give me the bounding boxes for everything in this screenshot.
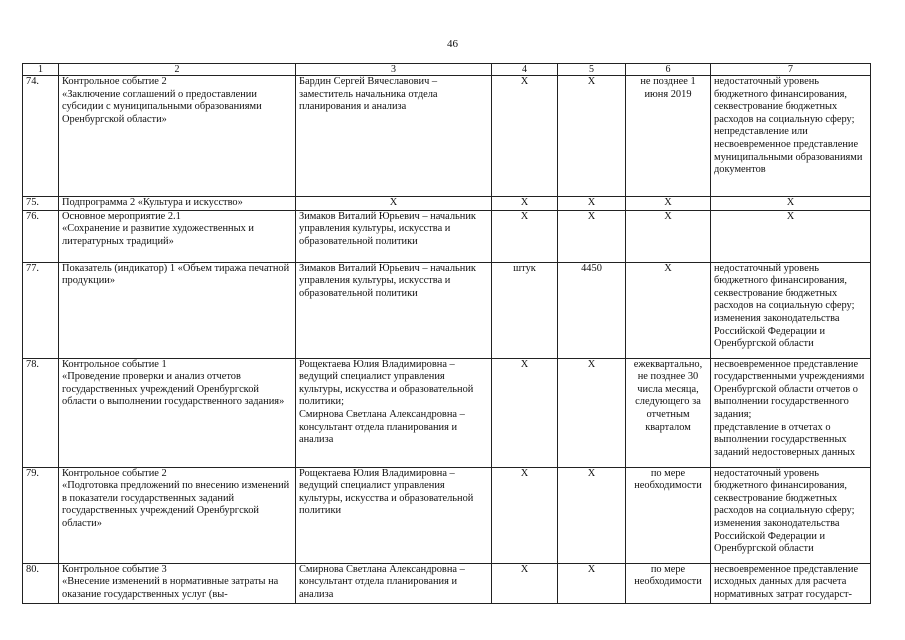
event-name: Контрольное событие 2 «Заключение соглашений о предоставлении субсидии с муниципальными образованиями Оренбургской области» — [59, 76, 296, 197]
event-name: Подпрограмма 2 «Культура и искусство» — [59, 197, 296, 211]
row-number: 78. — [23, 358, 59, 467]
responsible-person: Зимаков Виталий Юрьевич – начальник управления культуры, искусства и образовательной политики — [296, 262, 492, 358]
column-header: 1 — [23, 64, 59, 76]
event-name: Контрольное событие 2 «Подготовка предложений по внесению изменений в показатели государственных заданий государственных учреждений Оренбургской области» — [59, 467, 296, 563]
column-header: 3 — [296, 64, 492, 76]
value-cell: X — [558, 76, 626, 197]
deadline-cell: X — [626, 210, 711, 262]
table-row — [23, 262, 871, 358]
deadline-cell: по мере необходимости — [626, 467, 711, 563]
row-number: 79. — [23, 467, 59, 563]
unit-cell: X — [492, 210, 558, 262]
event-name: Основное мероприятие 2.1 «Сохранение и развитие художественных и литературных традиций» — [59, 210, 296, 262]
risks-cell: недостаточный уровень бюджетного финансирования, секвестрование бюджетных расходов на социальную сферу; изменения законодательства Российской Федерации и Оренбургской области — [711, 467, 871, 563]
value-cell: X — [558, 358, 626, 467]
deadline-cell: X — [626, 197, 711, 211]
value-cell: X — [558, 197, 626, 211]
responsible-person: Смирнова Светлана Александровна – консультант отдела планирования и анализа — [296, 563, 492, 603]
column-number-row — [23, 64, 871, 76]
table-row — [23, 197, 871, 211]
unit-cell: X — [492, 563, 558, 603]
deadline-cell: ежеквартально, не позднее 30 числа месяца, следующего за отчетным кварталом — [626, 358, 711, 467]
deadline-cell: не позднее 1 июня 2019 — [626, 76, 711, 197]
row-number: 77. — [23, 262, 59, 358]
responsible-person: Бардин Сергей Вячеславович – заместитель начальника отдела планирования и анализа — [296, 76, 492, 197]
responsible-person: Рощектаева Юлия Владимировна – ведущий специалист управления культуры, искусства и образовательной политики — [296, 467, 492, 563]
value-cell: 4450 — [558, 262, 626, 358]
responsible-person: Рощектаева Юлия Владимировна – ведущий специалист управления культуры, искусства и образовательной политики; Смирнова Светлана Александровна – консультант отдела планирования и анализа — [296, 358, 492, 467]
risks-cell: несвоевременное представление государственными учреждениями Оренбургской области отчетов о выполнении государственного задания; представление в отчетах о выполнении государственных заданий недостоверных данных — [711, 358, 871, 467]
plan-table — [22, 63, 871, 604]
table-row — [23, 76, 871, 197]
column-header: 2 — [59, 64, 296, 76]
risks-cell: недостаточный уровень бюджетного финансирования, секвестрование бюджетных расходов на социальную сферу; изменения законодательства Российской Федерации и Оренбургской области — [711, 262, 871, 358]
responsible-person: X — [296, 197, 492, 211]
column-header: 4 — [492, 64, 558, 76]
deadline-cell: по мере необходимости — [626, 563, 711, 603]
page-number: 46 — [447, 38, 458, 50]
risks-cell: несвоевременное представление исходных данных для расчета нормативных затрат государст- — [711, 563, 871, 603]
value-cell: X — [558, 563, 626, 603]
column-header: 6 — [626, 64, 711, 76]
table-row — [23, 563, 871, 603]
value-cell: X — [558, 210, 626, 262]
column-header: 5 — [558, 64, 626, 76]
row-number: 80. — [23, 563, 59, 603]
risks-cell: недостаточный уровень бюджетного финансирования, секвестрование бюджетных расходов на социальную сферу; непредставление или несвоевременное представление муниципальными образованиями документов — [711, 76, 871, 197]
unit-cell: X — [492, 76, 558, 197]
risks-cell: X — [711, 210, 871, 262]
table-row — [23, 358, 871, 467]
event-name: Контрольное событие 1 «Проведение проверки и анализ отчетов государственных учреждений Оренбургской области о выполнении государственного задания» — [59, 358, 296, 467]
unit-cell: X — [492, 358, 558, 467]
value-cell: X — [558, 467, 626, 563]
unit-cell: штук — [492, 262, 558, 358]
unit-cell: X — [492, 467, 558, 563]
column-header: 7 — [711, 64, 871, 76]
responsible-person: Зимаков Виталий Юрьевич – начальник управления культуры, искусства и образовательной политики — [296, 210, 492, 262]
deadline-cell: X — [626, 262, 711, 358]
row-number: 76. — [23, 210, 59, 262]
risks-cell: X — [711, 197, 871, 211]
row-number: 75. — [23, 197, 59, 211]
table-row — [23, 467, 871, 563]
row-number: 74. — [23, 76, 59, 197]
table-row — [23, 210, 871, 262]
event-name: Показатель (индикатор) 1 «Объем тиража печатной продукции» — [59, 262, 296, 358]
unit-cell: X — [492, 197, 558, 211]
event-name: Контрольное событие 3 «Внесение изменений в нормативные затраты на оказание государственных услуг (вы- — [59, 563, 296, 603]
